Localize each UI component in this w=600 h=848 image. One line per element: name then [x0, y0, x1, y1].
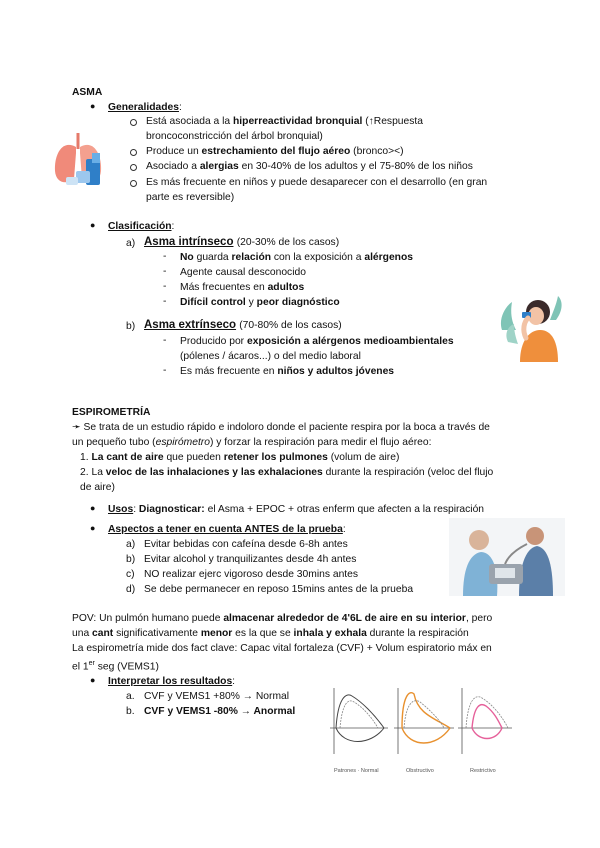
chart-label-obstructive: Obstructivo [406, 768, 434, 774]
flow-volume-curves [326, 684, 516, 776]
bullet-circle [130, 149, 137, 156]
aspecto-d: Se debe permanecer en reposo 15mins antes de la prueba [144, 584, 414, 595]
aspecto-b: Evitar alcohol y tranquilizantes desde 4h antes [144, 554, 357, 565]
interpretar-a: CVF y VEMS1 +80% → Normal [144, 691, 290, 702]
espirometria-list-2-cont: de aire) [80, 482, 115, 493]
espirometria-title: ESPIROMETRÍA [72, 407, 151, 418]
espirometria-list-2: 2. La veloc de las inhalaciones y las exhalaciones durante la respiración (veloc del flujo [80, 467, 494, 478]
generalidades-heading: Generalidades: [108, 102, 182, 113]
interpretar-b: CVF y VEMS1 -80% → Anormal [144, 706, 296, 717]
dash: - [163, 365, 167, 376]
bullet-interpretar: ● [90, 675, 96, 685]
chart-label-restrictive: Restrictivo [470, 768, 496, 774]
dash: - [163, 251, 167, 262]
lungs-inhaler-illustration [50, 125, 116, 191]
curve-obstructive [394, 688, 454, 754]
extrinseco-item-1: Producido por exposición a alérgenos medioambientales [180, 336, 454, 347]
intrinseco-item-1: No guarda relación con la exposición a alérgenos [180, 252, 413, 263]
aspecto-c: NO realizar ejerc vigoroso desde 30mins antes [144, 569, 359, 580]
dash: - [163, 266, 167, 277]
interpretar-a-marker: a. [126, 691, 135, 702]
bullet-circle [130, 180, 137, 187]
aspecto-c-marker: c) [126, 569, 135, 580]
bullet-circle [130, 164, 137, 171]
aspecto-b-marker: b) [126, 554, 136, 565]
asma-title: ASMA [72, 87, 103, 98]
dash: - [163, 335, 167, 346]
dash: - [163, 296, 167, 307]
aspectos-heading: Aspectos a tener en cuenta ANTES de la prueba: [108, 524, 346, 535]
gen-item-1: Está asociada a la hiperreactividad bronquial (↑Respuesta [146, 116, 423, 127]
aspecto-d-marker: d) [126, 584, 136, 595]
bullet-circle [130, 119, 137, 126]
gen-item-2: Produce un estrechamiento del flujo aéreo (bronco><) [146, 146, 404, 157]
espirometria-intro-1: ➛ Se trata de un estudio rápido e indoloro donde el paciente respira por la boca a través de [72, 422, 490, 433]
interpretar-heading: Interpretar los resultados: [108, 676, 236, 687]
pov-line-4: el 1er seg (VEMS1) [72, 660, 159, 673]
aspecto-a: Evitar bebidas con cafeína desde 6-8h antes [144, 539, 348, 550]
bullet-aspectos: ● [90, 523, 96, 533]
pov-line-2: una cant significativamente menor es la que se inhala y exhala durante la respiración [72, 628, 469, 639]
intrinseco-item-2: Agente causal desconocido [180, 267, 306, 278]
pov-line-1: POV: Un pulmón humano puede almacenar alrededor de 4'6L de aire en su interior, pero [72, 613, 493, 624]
chart-label-normal: Patrones · Normal [334, 768, 379, 774]
pov-line-3: La espirometría mide dos fact clave: Capac vital fortaleza (CVF) + Volum espiratorio máx en [72, 643, 492, 654]
spirometry-test-illustration [449, 518, 565, 596]
asma-intrinseco-title: Asma intrínseco (20-30% de los casos) [144, 236, 340, 248]
aspecto-a-marker: a) [126, 539, 136, 550]
espirometria-list-1: 1. La cant de aire que pueden retener los pulmones (volum de aire) [80, 452, 400, 463]
extrinseco-item-2: Es más frecuente en niños y adultos jóvenes [180, 366, 395, 377]
intrinseco-item-3: Más frecuentes en adultos [180, 282, 305, 293]
asma-intrinseco-marker: a) [126, 238, 136, 249]
asma-extrinseco-marker: b) [126, 321, 136, 332]
clasificacion-heading: Clasificación: [108, 221, 175, 232]
gen-item-4-cont: parte es reversible) [146, 192, 235, 203]
interpretar-b-marker: b. [126, 706, 135, 717]
espirometria-intro-2: un pequeño tubo (espirómetro) y forzar la respiración para medir el flujo aéreo: [72, 437, 432, 448]
asma-extrinseco-title: Asma extrínseco (70-80% de los casos) [144, 319, 342, 331]
intrinseco-item-4: Difícil control y peor diagnóstico [180, 297, 340, 308]
gen-item-1-cont: broncoconstricción del árbol bronquial) [146, 131, 323, 142]
bullet-usos: ● [90, 503, 96, 513]
usos-line: Usos: Diagnosticar: el Asma + EPOC + otras enferm que afecten a la respiración [108, 504, 485, 515]
extrinseco-item-1-cont: (pólenes / ácaros...) o del medio laboral [180, 351, 361, 362]
bullet-clasificacion: ● [90, 220, 96, 230]
dash: - [163, 281, 167, 292]
gen-item-4: Es más frecuente en niños y puede desaparecer con el desarrollo (en gran [146, 177, 488, 188]
curve-restrictive [458, 688, 512, 754]
gen-item-3: Asociado a alergias en 30-40% de los adultos y el 75-80% de los niños [146, 161, 473, 172]
curve-normal [330, 688, 388, 754]
woman-inhaler-illustration [498, 290, 564, 362]
bullet-generalidades: ● [90, 101, 96, 111]
